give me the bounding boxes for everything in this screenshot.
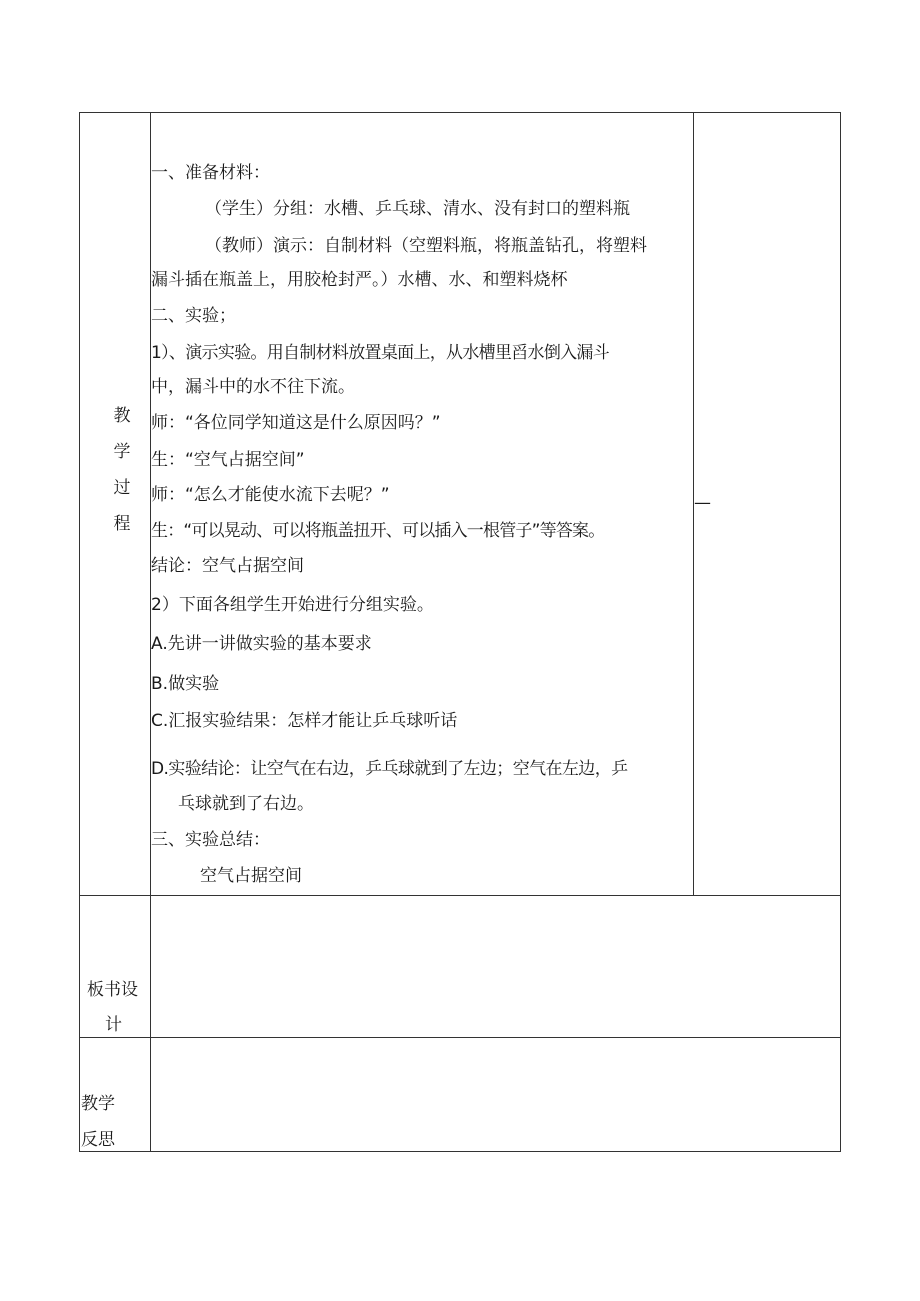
- process-line: 结论：空气占据空间: [151, 556, 304, 576]
- process-line: 二、实验；: [151, 306, 236, 326]
- process-line: （学生）分组：水槽、乒乓球、清水、没有封口的塑料瓶: [205, 199, 630, 219]
- process-line: D.实验结论：让空气在右边，乒乓球就到了左边；空气在左边，乒: [151, 759, 628, 779]
- process-line: C.汇报实验结果：怎样才能让乒乓球听话: [151, 711, 458, 731]
- process-line: 1）、演示实验。用自制材料放置桌面上，从水槽里舀水倒入漏斗: [151, 343, 610, 363]
- table-divider-process-board: [79, 895, 841, 896]
- process-line: B.做实验: [151, 674, 220, 694]
- process-label: [110, 405, 134, 549]
- board-design-label: 板书设: [87, 980, 138, 1000]
- process-line: 三、实验总结：: [151, 830, 270, 850]
- process-line: 师：“各位同学知道这是什么原因吗？”: [151, 413, 441, 433]
- table-label-column-divider: [150, 112, 151, 1152]
- process-line: 乓球就到了右边。: [178, 794, 314, 814]
- table-border-left: [79, 112, 80, 1152]
- process-line: 中，漏斗中的水不往下流。: [151, 377, 355, 397]
- board-design-label: 计: [105, 1015, 122, 1035]
- process-line: 生：“空气占据空间”: [151, 450, 305, 470]
- reflection-label: 反思: [81, 1130, 115, 1150]
- table-divider-board-reflection: [79, 1037, 841, 1038]
- process-line: A.先讲一讲做实验的基本要求: [151, 634, 372, 654]
- process-label-char: 学: [113, 442, 131, 462]
- table-border-top: [79, 112, 841, 113]
- process-label-char: 程: [113, 514, 131, 534]
- notes-dash-mark: —: [694, 493, 711, 513]
- process-line: 生：“可以晃动、可以将瓶盖扭开、可以插入一根管子”等答案。: [151, 521, 605, 541]
- process-line: 2）下面各组学生开始进行分组实验。: [151, 595, 434, 615]
- process-label-char: 教: [113, 406, 131, 426]
- process-line: 漏斗插在瓶盖上，用胶枪封严。）水槽、水、和塑料烧杯: [151, 270, 568, 290]
- process-line: （教师）演示：自制材料（空塑料瓶，将瓶盖钻孔，将塑料: [205, 236, 647, 256]
- process-line: 一、准备材料：: [151, 163, 270, 183]
- process-line: 师：“怎么才能使水流下去呢？”: [151, 485, 390, 505]
- table-border-right: [840, 112, 841, 1152]
- process-label-char: 过: [113, 478, 131, 498]
- table-border-bottom: [79, 1151, 841, 1152]
- reflection-label: 教学: [81, 1094, 115, 1114]
- process-line: 空气占据空间: [200, 866, 302, 886]
